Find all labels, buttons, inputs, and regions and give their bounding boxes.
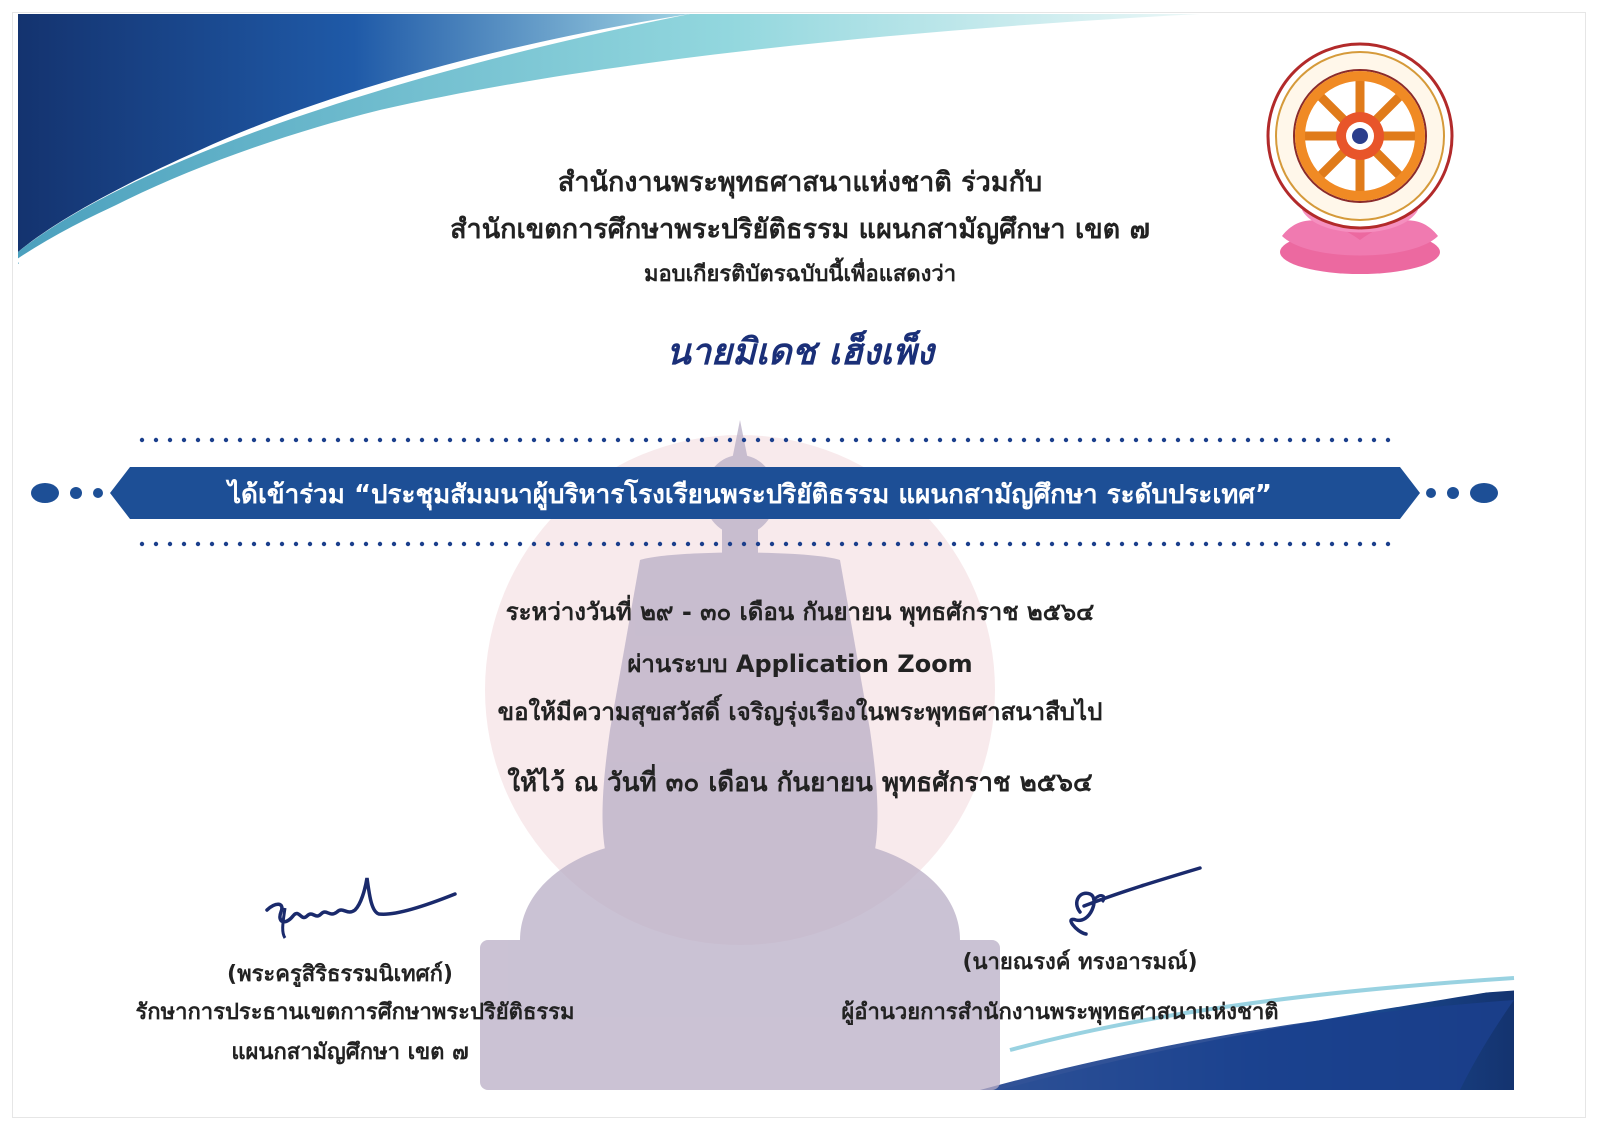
- banner-dot: [644, 542, 648, 546]
- banner-dot: [448, 438, 452, 442]
- event-dates: ระหว่างวันที่ ๒๙ - ๓๐ เดือน กันยายน พุทธศักราช ๒๕๖๔: [505, 598, 1095, 626]
- banner-dot: [1008, 542, 1012, 546]
- banner-dot: [1134, 438, 1138, 442]
- banner-dot: [1064, 438, 1068, 442]
- banner-dot: [1246, 438, 1250, 442]
- banner-dot: [938, 438, 942, 442]
- banner-dot: [630, 542, 634, 546]
- banner-dot: [1162, 542, 1166, 546]
- banner-dot: [1358, 438, 1362, 442]
- banner-dot: [322, 542, 326, 546]
- banner-dot: [686, 438, 690, 442]
- banner-dot: [336, 542, 340, 546]
- banner-dot: [840, 542, 844, 546]
- banner-dot: [434, 438, 438, 442]
- banner-dot: [798, 438, 802, 442]
- banner-dot: [966, 438, 970, 442]
- banner-dot: [1204, 438, 1208, 442]
- banner-dot: [812, 438, 816, 442]
- banner-dot: [910, 438, 914, 442]
- right-signer-position-line-1: ผู้อำนวยการสำนักงานพระพุทธศาสนาแห่งชาติ: [841, 1000, 1279, 1025]
- banner-dot: [588, 542, 592, 546]
- banner-dot: [1274, 438, 1278, 442]
- banner-dot: [952, 542, 956, 546]
- banner-dot: [1036, 438, 1040, 442]
- banner-dot: [784, 438, 788, 442]
- banner-dot: [616, 542, 620, 546]
- banner-dot: [350, 438, 354, 442]
- banner-dot: [1092, 438, 1096, 442]
- banner-dot: [672, 438, 676, 442]
- issue-date: ให้ไว้ ณ วันที่ ๓๐ เดือน กันยายน พุทธศักราช ๒๕๖๔: [507, 768, 1093, 798]
- banner-dot: [868, 438, 872, 442]
- banner-dot: [280, 542, 284, 546]
- banner-dot: [1372, 542, 1376, 546]
- banner-dot: [1316, 542, 1320, 546]
- banner-dot: [980, 542, 984, 546]
- banner-dot: [938, 542, 942, 546]
- banner-dot: [840, 438, 844, 442]
- banner-dot: [196, 438, 200, 442]
- banner-dot: [1008, 438, 1012, 442]
- banner-dot: [504, 438, 508, 442]
- banner-dot: [308, 438, 312, 442]
- banner-dot: [546, 438, 550, 442]
- banner-dot: [658, 438, 662, 442]
- banner-dot: [1274, 542, 1278, 546]
- banner-dot: [392, 438, 396, 442]
- banner-dot: [532, 438, 536, 442]
- header-line-3: มอบเกียรติบัตรฉบับนี้เพื่อแสดงว่า: [643, 262, 957, 287]
- banner-dot: [238, 542, 242, 546]
- banner-dot: [560, 542, 564, 546]
- banner-dot: [434, 542, 438, 546]
- banner-dot: [1316, 438, 1320, 442]
- banner-dot: [364, 542, 368, 546]
- header-line-2: สำนักเขตการศึกษาพระปริยัติธรรม แผนกสามัญศึกษา เขต ๗: [450, 214, 1150, 245]
- banner-dot: [700, 542, 704, 546]
- banner-dot: [1232, 438, 1236, 442]
- banner-dot: [798, 542, 802, 546]
- banner-dot: [602, 542, 606, 546]
- banner-dot: [476, 438, 480, 442]
- banner-dot: [1078, 542, 1082, 546]
- banner-dot: [154, 438, 158, 442]
- banner-dot: [1204, 542, 1208, 546]
- banner-dot: [1022, 542, 1026, 546]
- right-signature-image: [1050, 862, 1210, 942]
- banner-dot: [588, 438, 592, 442]
- banner-dot: [1344, 542, 1348, 546]
- banner-dot: [224, 438, 228, 442]
- banner-dot: [854, 542, 858, 546]
- banner-dot: [1022, 438, 1026, 442]
- banner-dot: [1106, 542, 1110, 546]
- banner-dot: [140, 438, 144, 442]
- right-signer-name: (นายณรงค์ ทรงอารมณ์): [962, 950, 1198, 975]
- banner-dot: [420, 438, 424, 442]
- banner-dot: [1372, 438, 1376, 442]
- banner-dot: [616, 438, 620, 442]
- banner-dot: [448, 542, 452, 546]
- banner-dot: [182, 438, 186, 442]
- banner-dot: [686, 542, 690, 546]
- banner-dot: [476, 542, 480, 546]
- banner-dot: [406, 438, 410, 442]
- banner-dot: [406, 542, 410, 546]
- banner-dot: [644, 438, 648, 442]
- banner-dot: [1190, 438, 1194, 442]
- banner-dot: [910, 542, 914, 546]
- banner-dot: [742, 542, 746, 546]
- banner-dot: [1120, 542, 1124, 546]
- banner-dot: [392, 542, 396, 546]
- banner-dot: [1358, 542, 1362, 546]
- banner-dot: [896, 542, 900, 546]
- banner-dot: [1330, 542, 1334, 546]
- header-line-1: สำนักงานพระพุทธศาสนาแห่งชาติ ร่วมกับ: [557, 167, 1043, 198]
- banner-dot: [812, 542, 816, 546]
- banner-dot: [546, 542, 550, 546]
- banner-dot: [1386, 542, 1390, 546]
- banner-dot: [490, 542, 494, 546]
- banner-dot: [1232, 542, 1236, 546]
- banner-dot: [574, 438, 578, 442]
- banner-dot: [168, 542, 172, 546]
- banner-dot: [952, 438, 956, 442]
- banner-dot: [1120, 438, 1124, 442]
- banner-dot: [490, 438, 494, 442]
- banner-dot: [714, 438, 718, 442]
- banner-dot: [966, 542, 970, 546]
- banner-dot: [336, 438, 340, 442]
- banner-dot: [1344, 438, 1348, 442]
- banner-dot: [882, 542, 886, 546]
- left-signer-name: (พระครูสิริธรรมนิเทศก์): [227, 962, 453, 987]
- banner-dot: [1218, 438, 1222, 442]
- banner-dot: [378, 542, 382, 546]
- banner-dot: [854, 438, 858, 442]
- banner-dot: [1260, 438, 1264, 442]
- banner-dot: [924, 438, 928, 442]
- banner-dot: [322, 438, 326, 442]
- banner-dot: [1148, 438, 1152, 442]
- banner-dot: [364, 438, 368, 442]
- banner-dot: [658, 542, 662, 546]
- banner-dot: [728, 438, 732, 442]
- banner-dot: [1050, 542, 1054, 546]
- banner-dot: [168, 438, 172, 442]
- banner-dot: [700, 438, 704, 442]
- banner-dot: [504, 542, 508, 546]
- banner-dot: [378, 438, 382, 442]
- banner-dot: [994, 438, 998, 442]
- banner-dot: [1176, 542, 1180, 546]
- recipient-name: นายมิเดช เฮ็งเพ็ง: [666, 331, 934, 373]
- banner-dot: [1036, 542, 1040, 546]
- banner-dot: [294, 542, 298, 546]
- banner-dot: [826, 542, 830, 546]
- banner-dot: [896, 438, 900, 442]
- left-signer-position-line-1: รักษาการประธานเขตการศึกษาพระปริยัติธรรม: [135, 1000, 575, 1025]
- banner-dot: [756, 542, 760, 546]
- banner-dot: [882, 438, 886, 442]
- banner-dot: [532, 542, 536, 546]
- banner-dot: [140, 542, 144, 546]
- banner-dot: [1302, 438, 1306, 442]
- banner-dot: [252, 542, 256, 546]
- banner-dot: [238, 438, 242, 442]
- banner-dot: [1302, 542, 1306, 546]
- banner-dot: [672, 542, 676, 546]
- banner-dot: [1064, 542, 1068, 546]
- banner-dot: [1078, 438, 1082, 442]
- banner-dot: [728, 542, 732, 546]
- banner-dot: [826, 438, 830, 442]
- banner-dot: [182, 542, 186, 546]
- blessing-text: ขอให้มีความสุขสวัสดิ์ เจริญรุ่งเรืองในพระพุทธศาสนาสืบไป: [497, 698, 1103, 726]
- banner-dot: [350, 542, 354, 546]
- banner-dot: [518, 438, 522, 442]
- banner-dot: [1246, 542, 1250, 546]
- banner-dot: [1162, 438, 1166, 442]
- banner-dot: [1176, 438, 1180, 442]
- banner-dot: [518, 542, 522, 546]
- banner-dot: [770, 438, 774, 442]
- banner-dot: [210, 542, 214, 546]
- banner-dot: [210, 438, 214, 442]
- banner-dot: [266, 438, 270, 442]
- banner-dot: [924, 542, 928, 546]
- banner-dot: [420, 542, 424, 546]
- banner-dot: [1288, 438, 1292, 442]
- banner-dot: [1106, 438, 1110, 442]
- banner-dot: [294, 438, 298, 442]
- banner-dot: [868, 542, 872, 546]
- left-signer-position-line-2: แผนกสามัญศึกษา เขต ๗: [231, 1040, 469, 1065]
- banner-dot: [1330, 438, 1334, 442]
- banner-dot: [308, 542, 312, 546]
- banner-dot: [252, 438, 256, 442]
- banner-dot: [756, 438, 760, 442]
- banner-dot: [980, 438, 984, 442]
- event-banner-text: ได้เข้าร่วม “ประชุมสัมมนาผู้บริหารโรงเรียนพระปริยัติธรรม แผนกสามัญศึกษา ระดับประเทศ”: [227, 480, 1272, 510]
- banner-dot: [1092, 542, 1096, 546]
- banner-dot: [560, 438, 564, 442]
- banner-dot: [714, 542, 718, 546]
- banner-dot: [462, 542, 466, 546]
- banner-dot: [1260, 542, 1264, 546]
- banner-dot: [1148, 542, 1152, 546]
- banner-dot: [770, 542, 774, 546]
- banner-dot: [742, 438, 746, 442]
- banner-dot: [1050, 438, 1054, 442]
- banner-dot: [630, 438, 634, 442]
- banner-dot: [1218, 542, 1222, 546]
- banner-dot: [602, 438, 606, 442]
- banner-dot: [1386, 438, 1390, 442]
- banner-dot: [784, 542, 788, 546]
- banner-dot: [1190, 542, 1194, 546]
- banner-dot: [154, 542, 158, 546]
- left-signature-image: [255, 872, 465, 942]
- banner-dot: [224, 542, 228, 546]
- banner-dot: [574, 542, 578, 546]
- banner-dot: [994, 542, 998, 546]
- event-platform: ผ่านระบบ Application Zoom: [627, 650, 973, 678]
- banner-dot: [280, 438, 284, 442]
- banner-dot: [462, 438, 466, 442]
- banner-dot: [266, 542, 270, 546]
- banner-dot: [1288, 542, 1292, 546]
- banner-dot: [1134, 542, 1138, 546]
- banner-dot: [196, 542, 200, 546]
